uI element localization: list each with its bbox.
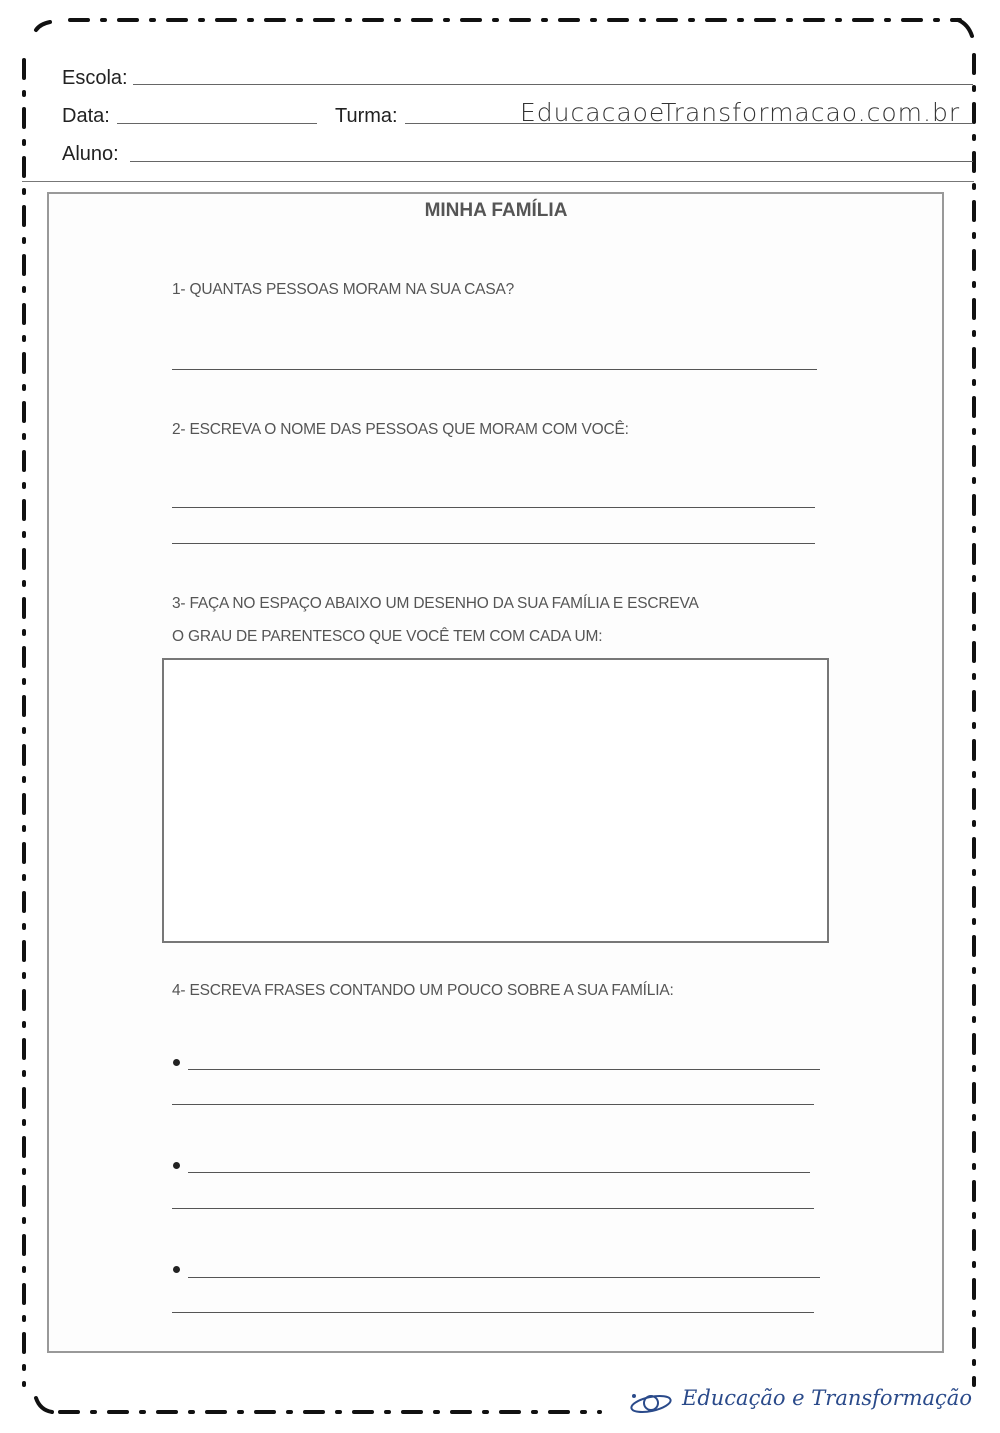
answer-line-q2-2[interactable] bbox=[172, 543, 815, 544]
aluno-label: Aluno: bbox=[62, 143, 119, 165]
bullet-2 bbox=[173, 1162, 180, 1169]
question-1: 1- QUANTAS PESSOAS MORAM NA SUA CASA? bbox=[172, 281, 515, 298]
answer-line-q2-1[interactable] bbox=[172, 507, 815, 508]
question-3-line-2: O GRAU DE PARENTESCO QUE VOCÊ TEM COM CADA UM: bbox=[172, 628, 603, 645]
question-2: 2- ESCREVA O NOME DAS PESSOAS QUE MORAM COM VOCÊ: bbox=[172, 421, 629, 438]
planet-orbit-icon bbox=[628, 1386, 674, 1418]
question-4: 4- ESCREVA FRASES CONTANDO UM POUCO SOBRE A SUA FAMÍLIA: bbox=[172, 982, 674, 999]
site-url-watermark: EducacaoeTransformacao.com.br bbox=[520, 98, 961, 127]
answer-line-q4-1b[interactable] bbox=[172, 1104, 814, 1105]
escola-field[interactable] bbox=[133, 84, 973, 85]
escola-label: Escola: bbox=[62, 67, 128, 89]
question-3-line-1: 3- FAÇA NO ESPAÇO ABAIXO UM DESENHO DA SUA FAMÍLIA E ESCREVA bbox=[172, 595, 699, 612]
bullet-1 bbox=[173, 1059, 180, 1066]
header-separator bbox=[22, 181, 974, 182]
answer-line-q4-1a[interactable] bbox=[188, 1069, 820, 1070]
data-label: Data: bbox=[62, 105, 110, 127]
worksheet-title: MINHA FAMÍLIA bbox=[424, 200, 568, 221]
bullet-3 bbox=[173, 1266, 180, 1273]
aluno-field[interactable] bbox=[130, 161, 973, 162]
footer-brand-text: Educação e Transformação bbox=[682, 1386, 972, 1410]
answer-line-q4-3a[interactable] bbox=[188, 1277, 820, 1278]
drawing-area[interactable] bbox=[162, 658, 829, 943]
answer-line-q1[interactable] bbox=[172, 369, 817, 370]
answer-line-q4-3b[interactable] bbox=[172, 1312, 814, 1313]
footer-brand bbox=[628, 1382, 972, 1422]
data-field[interactable] bbox=[117, 123, 317, 124]
answer-line-q4-2b[interactable] bbox=[172, 1208, 814, 1209]
turma-label: Turma: bbox=[335, 105, 398, 127]
answer-line-q4-2a[interactable] bbox=[188, 1172, 810, 1173]
